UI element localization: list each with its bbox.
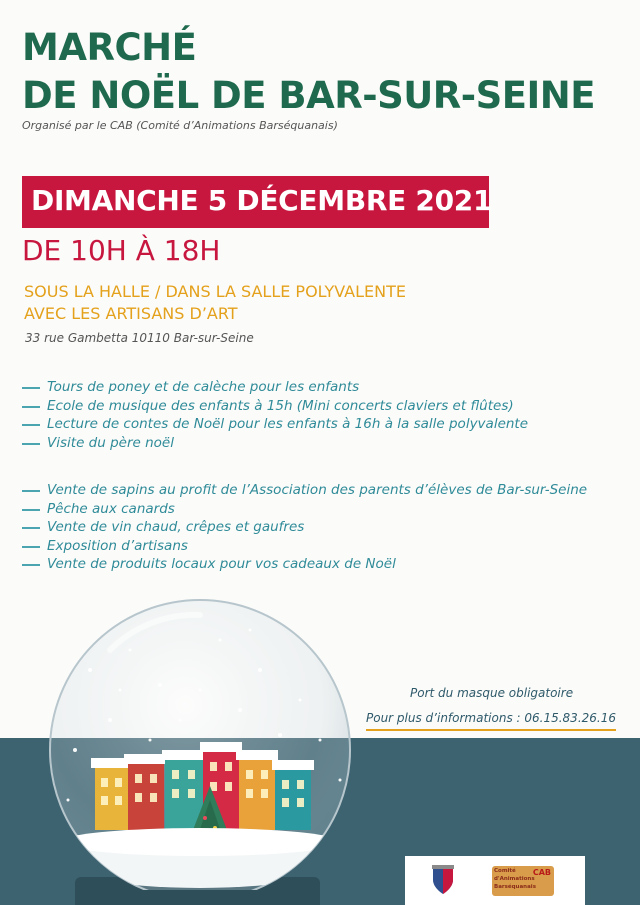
title-line-2: DE NOËL DE BAR-SUR-SEINE [22, 74, 596, 117]
date-banner [22, 176, 493, 228]
list-item: Pêche aux canards [22, 500, 587, 519]
venue-line-1: SOUS LA HALLE / DANS LA SALLE POLYVALENTE [24, 282, 406, 301]
dash-bullet-icon [22, 424, 40, 426]
activity-list-kids [22, 378, 528, 452]
town-crest-logo-icon [430, 864, 456, 896]
dash-bullet-icon [22, 443, 40, 445]
dash-bullet-icon [22, 546, 40, 548]
event-date: DIMANCHE 5 DÉCEMBRE 2021 [31, 184, 493, 217]
list-item: Vente de sapins au profit de l’Association des parents d’élèves de Bar-sur-Seine [22, 481, 587, 500]
snow-globe-illustration-icon [0, 590, 380, 890]
list-item: Vente de produits locaux pour vos cadeaux de Noël [22, 555, 587, 574]
contact-phone: Pour plus d’informations : 06.15.83.26.16 [366, 711, 616, 731]
title-line-1: MARCHÉ [22, 26, 197, 69]
list-item: Exposition d’artisans [22, 537, 587, 556]
cab-logo-icon: Comité d'Animations Barséquanais CAB [492, 866, 554, 896]
list-item: Visite du père noël [22, 434, 528, 453]
list-item: Ecole de musique des enfants à 15h (Mini concerts claviers et flûtes) [22, 397, 528, 416]
organizer-text: Organisé par le CAB (Comité d’Animations Barséquanais) [22, 119, 338, 132]
dash-bullet-icon [22, 509, 40, 511]
list-item: Lecture de contes de Noël pour les enfants à 16h à la salle polyvalente [22, 415, 528, 434]
activity-list-market [22, 481, 587, 574]
venue-block [24, 281, 406, 325]
dash-bullet-icon [22, 387, 40, 389]
dash-bullet-icon [22, 564, 40, 566]
list-item: Tours de poney et de calèche pour les enfants [22, 378, 528, 397]
poster-title [22, 24, 595, 120]
list-item: Vente de vin chaud, crêpes et gaufres [22, 518, 587, 537]
address: 33 rue Gambetta 10110 Bar-sur-Seine [25, 331, 254, 345]
venue-line-2: AVEC LES ARTISANS D’ART [24, 304, 238, 323]
dash-bullet-icon [22, 527, 40, 529]
event-hours: DE 10H À 18H [22, 234, 221, 267]
dash-bullet-icon [22, 406, 40, 408]
mask-notice: Port du masque obligatoire [410, 686, 574, 700]
dash-bullet-icon [22, 490, 40, 492]
